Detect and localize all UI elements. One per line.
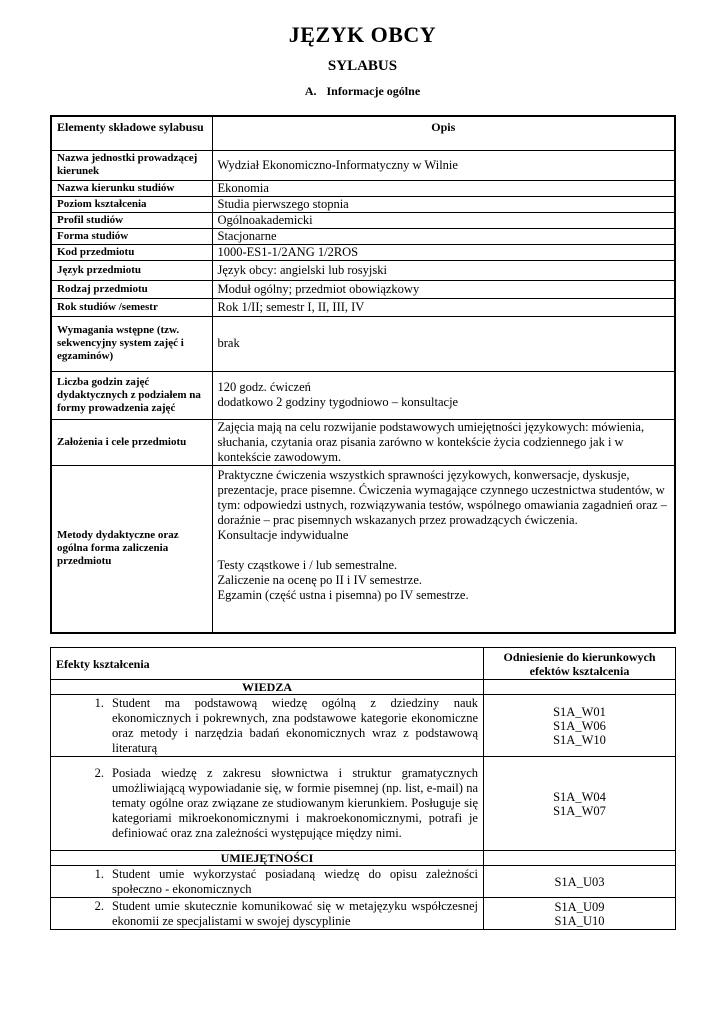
effect-ref: S1A_W07 xyxy=(553,803,606,818)
reference-col-header: Odniesienie do kierunkowych efektów kształcenia xyxy=(484,648,676,680)
effect-refs xyxy=(484,695,676,757)
info-value: Moduł ogólny; przedmiot obowiązkowy xyxy=(212,280,675,298)
info-row xyxy=(51,260,675,280)
info-label: Rok studiów /semestr xyxy=(51,298,212,316)
info-row xyxy=(51,280,675,298)
section-title xyxy=(0,84,725,99)
info-row xyxy=(51,465,675,633)
category-label: WIEDZA xyxy=(51,680,484,695)
info-row xyxy=(51,244,675,260)
effect-row xyxy=(51,757,676,851)
info-row xyxy=(51,196,675,212)
info-value: Zajęcia mają na celu rozwijanie podstawowych umiejętności językowych: mówienia, słuchania, czytania oraz pisania zarówno w kontekście życia codziennego jak i w kontekście zawodowym. xyxy=(212,419,675,465)
info-value-line: Praktyczne ćwiczenia wszystkich sprawności językowych, konwersacje, dyskusje, prezentacje, prace pisemne. Ćwiczenia wymagające czynnego uczestnictwa studentów, w tym: odpowiedzi ustnych, rozwiązywania testów, wspólnego omawiania zagadnień oraz – doraźnie – prac pisemnych wskazanych przez prowadzących ćwiczenia. xyxy=(217,467,667,527)
effect-text: Student umie wykorzystać posiadaną wiedzę do opisu zależności społeczno - ekonomicznych xyxy=(112,866,478,896)
info-label: Język przedmiotu xyxy=(51,260,212,280)
effect-number: 2. xyxy=(94,898,104,913)
info-row xyxy=(51,419,675,465)
effect-text: Student ma podstawową wiedzę ogólną z dziedziny nauk ekonomicznych i pokrewnych, zna podstawowe kategorie ekonomiczne oraz metody i narzędzia badań ekonomicznych wraz z podstawową literaturą xyxy=(112,695,478,755)
general-info-table xyxy=(50,115,676,634)
info-value xyxy=(212,465,675,633)
info-value: Ogólnoakademicki xyxy=(212,212,675,228)
info-value: Ekonomia xyxy=(212,180,675,196)
info-value-line: Testy cząstkowe i / lub semestralne. xyxy=(217,557,398,572)
effect-ref: S1A_W01 xyxy=(553,704,606,719)
effect-row xyxy=(51,866,676,898)
effect-row xyxy=(51,695,676,757)
effect-text: Student umie skutecznie komunikować się w metajęzyku współczesnej ekonomii ze specjalistami w swojej dyscyplinie xyxy=(112,898,478,928)
info-row xyxy=(51,316,675,371)
info-value-line: Egzamin (część ustna i pisemna) po IV semestrze. xyxy=(217,587,469,602)
effect-cell xyxy=(51,695,484,757)
info-value-line: 120 godz. ćwiczeń xyxy=(217,380,311,394)
category-row xyxy=(51,851,676,866)
effect-refs xyxy=(484,757,676,851)
effect-ref: S1A_W04 xyxy=(553,789,606,804)
info-value: Rok 1/II; semestr I, II, III, IV xyxy=(212,298,675,316)
info-row xyxy=(51,371,675,419)
category-empty-cell xyxy=(484,851,676,866)
effect-row xyxy=(51,898,676,930)
info-label: Założenia i cele przedmiotu xyxy=(51,419,212,465)
info-value: Studia pierwszego stopnia xyxy=(212,196,675,212)
page-subtitle: SYLABUS xyxy=(327,58,398,74)
info-row xyxy=(51,180,675,196)
info-label: Rodzaj przedmiotu xyxy=(51,280,212,298)
info-label: Poziom kształcenia xyxy=(51,196,212,212)
info-label: Forma studiów xyxy=(51,228,212,244)
info-col-elements-header: Elementy składowe sylabusu xyxy=(51,116,212,150)
effect-ref: S1A_W06 xyxy=(553,718,606,733)
info-value-line xyxy=(218,543,670,558)
effect-cell xyxy=(51,898,484,930)
effect-text: Posiada wiedzę z zakresu słownictwa i struktur gramatycznych umożliwiającą wypowiadanie się, w formie pisemnej (np. list, e-mail) na tematy ogólne oraz związane ze studiowanym kierunkiem. Posługuje się kategoriami mikroekonomicznymi i makroekonomicznymi, potrafi je definiować oraz zna zależności występujące między nimi. xyxy=(112,766,478,840)
info-value xyxy=(212,371,675,419)
effects-col-header: Efekty kształcenia xyxy=(51,648,484,680)
info-value: 1000-ES1-1/2ANG 1/2ROS xyxy=(212,244,675,260)
section-number: A. xyxy=(304,84,317,98)
effect-ref: S1A_W10 xyxy=(553,732,606,747)
effect-refs xyxy=(484,898,676,930)
info-label: Kod przedmiotu xyxy=(51,244,212,260)
effect-refs xyxy=(484,866,676,898)
info-value: Wydział Ekonomiczno-Informatyczny w Wilnie xyxy=(212,150,675,180)
info-value-line: dodatkowo 2 godziny tygodniowo – konsultacje xyxy=(217,395,459,409)
effect-number: 2. xyxy=(94,766,104,780)
info-label: Metody dydaktyczne oraz ogólna forma zaliczenia przedmiotu xyxy=(51,465,212,633)
effect-ref: S1A_U03 xyxy=(554,874,605,889)
effect-number: 1. xyxy=(94,866,104,881)
page-title: JĘZYK OBCY xyxy=(288,22,437,47)
info-label: Profil studiów xyxy=(51,212,212,228)
category-row xyxy=(51,680,676,695)
category-empty-cell xyxy=(484,680,676,695)
info-row xyxy=(51,212,675,228)
effect-ref: S1A_U09 xyxy=(554,899,605,914)
info-label: Wymagania wstępne (tzw. sekwencyjny system zajęć i egzaminów) xyxy=(51,316,212,371)
info-row xyxy=(51,150,675,180)
info-value: Stacjonarne xyxy=(212,228,675,244)
info-label: Nazwa kierunku studiów xyxy=(51,180,212,196)
info-row xyxy=(51,228,675,244)
info-header-row xyxy=(51,116,675,150)
effect-cell xyxy=(51,757,484,851)
effect-number: 1. xyxy=(94,695,104,710)
info-value-line: Konsultacje indywidualne xyxy=(217,527,349,542)
info-row xyxy=(51,298,675,316)
info-value: Język obcy: angielski lub rosyjski xyxy=(212,260,675,280)
info-value-line: Zaliczenie na ocenę po II i IV semestrze. xyxy=(217,572,423,587)
learning-outcomes-table xyxy=(50,647,676,930)
category-label: UMIEJĘTNOŚCI xyxy=(51,851,484,866)
effect-cell xyxy=(51,866,484,898)
info-col-description-header: Opis xyxy=(212,116,675,150)
effects-header-row xyxy=(51,648,676,680)
effect-ref: S1A_U10 xyxy=(554,913,605,928)
section-title-text: Informacje ogólne xyxy=(326,84,421,98)
info-value: brak xyxy=(212,316,675,371)
info-label: Nazwa jednostki prowadzącej kierunek xyxy=(51,150,212,180)
info-label: Liczba godzin zajęć dydaktycznych z podziałem na formy prowadzenia zajęć xyxy=(51,371,212,419)
